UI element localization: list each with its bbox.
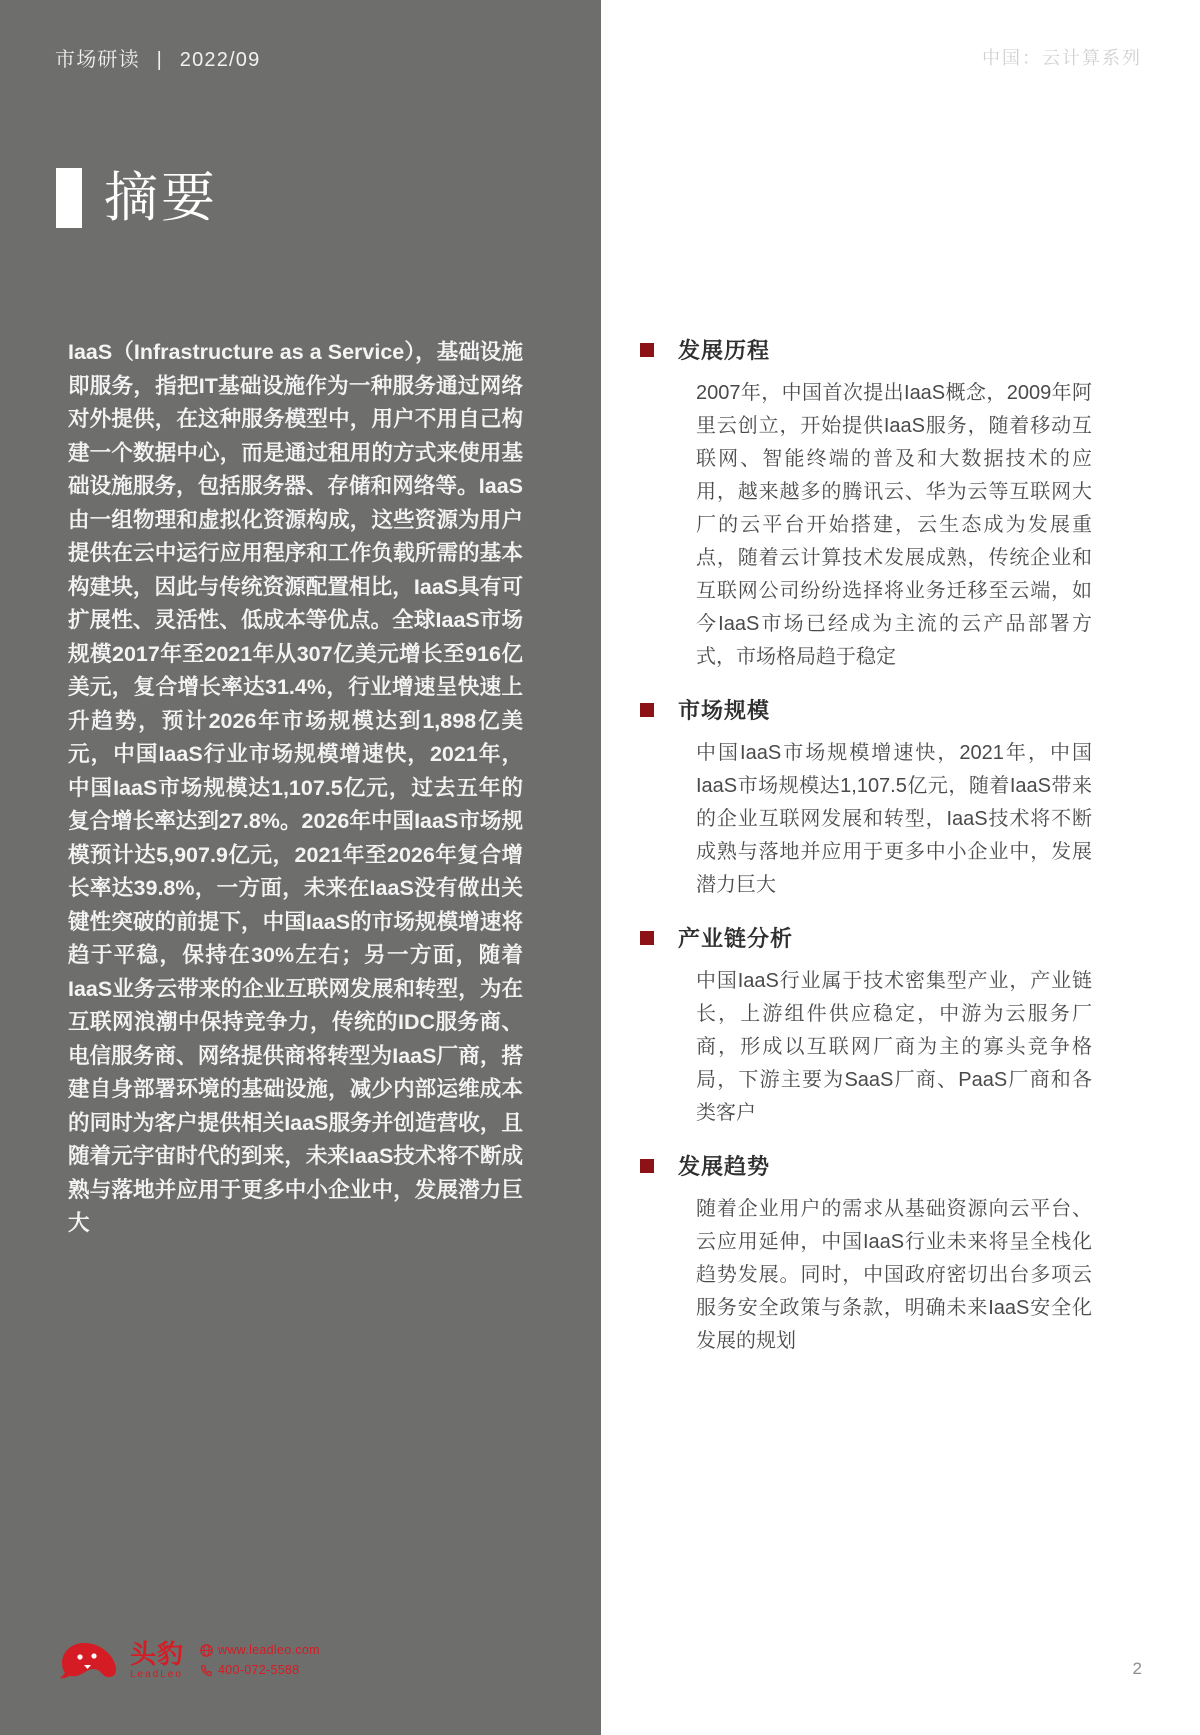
section-market-size (640, 694, 1092, 902)
section-development-history (640, 334, 1092, 674)
logo-chinese-name: 头豹 (130, 1638, 185, 1669)
footer-phone-row[interactable] (200, 1663, 320, 1677)
header-right-series: 中国：云计算系列 (982, 48, 1142, 68)
header-divider: | (156, 49, 163, 71)
footer-logo (58, 1637, 320, 1683)
globe-icon (200, 1644, 213, 1657)
page-title (56, 168, 218, 228)
section-title: 产业链分析 (678, 926, 794, 951)
section-title: 发展趋势 (678, 1154, 771, 1179)
square-bullet-icon (640, 703, 654, 717)
section-body: 中国IaaS行业属于技术密集型产业，产业链长，上游组件供应稳定，中游为云服务厂商，形成以互联网厂商为主的寡头竞争格局，下游主要为SaaS厂商、PaaS厂商和各类客户 (696, 970, 1092, 1124)
page-number: 2 (1132, 1659, 1142, 1678)
header-left-label: 市场研读 (55, 49, 140, 71)
section-development-trend (640, 1150, 1092, 1358)
summary-paragraph: IaaS（Infrastructure as a Service），基础设施即服务，指把IT基础设施作为一种服务通过网络对外提供，在这种服务模型中，用户不用自己构建一个数据中心，而是通过租用的方式来使用基础设施服务，包括服务器、存储和网络等。IaaS由一组物理和虚拟化资源构成，这些资源为用户提供在云中运行应用程序和工作负载所需的基本构建块，因此与传统资源配置相比，IaaS具有可扩展性、灵活性、低成本等优点。全球IaaS市场规模2017年至2021年从307亿美元增长至916亿美元，复合增长率达31.4%，行业增速呈快速上升趋势，预计2026年市场规模达到1,898亿美元，中国IaaS行业市场规模增速快，2021年，中国IaaS市场规模达1,107.5亿元，过去五年的复合增长率达到27.8%。2026年中国IaaS市场规模预计达5,907.9亿元，2021年至2026年复合增长率达39.8%，一方面，未来在IaaS没有做出关键性突破的前提下，中国IaaS的市场规模增速将趋于平稳，保持在30%左右；另一方面，随着IaaS业务云带来的企业互联网发展和转型，为在互联网浪潮中保持竞争力，传统的IDC服务商、电信服务商、网络提供商将转型为IaaS厂商，搭建自身部署环境的基础设施，减少内部运维成本的同时为客户提供相关IaaS服务并创造营收，且随着元宇宙时代的到来，未来IaaS技术将不断成熟与落地并应用于更多中小企业中，发展潜力巨大 (68, 340, 523, 1235)
logo-english-name: LeadLeo (130, 1668, 183, 1680)
square-bullet-icon (640, 1159, 654, 1173)
footer-website-row[interactable] (200, 1643, 320, 1657)
title-accent-bar (56, 168, 82, 228)
section-header (640, 922, 1060, 953)
section-industry-chain (640, 922, 1092, 1130)
footer-phone-text: 400-072-5588 (218, 1663, 300, 1677)
section-header (640, 694, 1060, 725)
section-title: 市场规模 (678, 698, 771, 723)
section-body: 中国IaaS市场规模增速快，2021年，中国IaaS市场规模达1,107.5亿元，随着IaaS带来的企业互联网发展和转型，IaaS技术将不断成熟与落地并应用于更多中小企业中，发展潜力巨大 (696, 742, 1092, 896)
section-body: 随着企业用户的需求从基础资源向云平台、云应用延伸，中国IaaS行业未来将呈全栈化趋势发展。同时，中国政府密切出台多项云服务安全政策与条款，明确未来IaaS安全化发展的规划 (696, 1198, 1092, 1352)
footer-contact (200, 1643, 320, 1677)
section-body: 2007年，中国首次提出IaaS概念，2009年阿里云创立，开始提供IaaS服务，随着移动互联网、智能终端的普及和大数据技术的应用，越来越多的腾讯云、华为云等互联网大厂的云平台开始搭建，云生态成为发展重点，随着云计算技术发展成熟，传统企业和互联网公司纷纷选择将业务迁移至云端，如今IaaS市场已经成为主流的云产品部署方式，市场格局趋于稳定 (696, 382, 1092, 668)
page-title-text: 摘要 (104, 168, 218, 228)
header-left (55, 43, 260, 72)
footer-website-text: www.leadleo.com (218, 1643, 320, 1657)
section-header (640, 334, 1060, 365)
header-date: 2022/09 (179, 49, 261, 71)
section-title: 发展历程 (678, 338, 771, 363)
logo-wordmark (130, 1638, 185, 1680)
square-bullet-icon (640, 931, 654, 945)
leopard-logo-icon (58, 1637, 120, 1683)
key-points-list (640, 334, 1092, 1378)
section-header (640, 1150, 1060, 1181)
phone-icon (200, 1664, 213, 1677)
square-bullet-icon (640, 343, 654, 357)
